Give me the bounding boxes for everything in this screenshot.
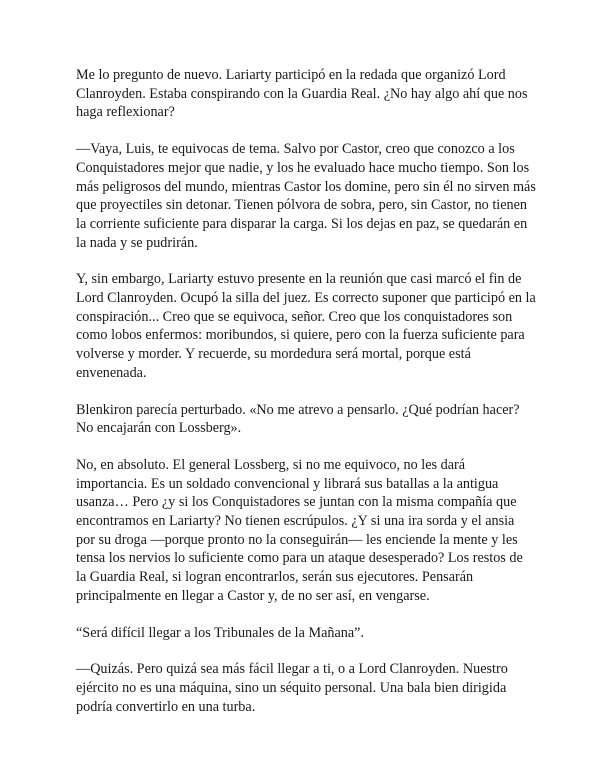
paragraph: Blenkiron parecía perturbado. «No me atrevo a pensarlo. ¿Qué podrían hacer? No encajarán con Lossberg». [76, 401, 520, 437]
paragraph: —Vaya, Luis, te equivocas de tema. Salvo por Castor, creo que conozco a los Conquistadores mejor que nadie, y los he evaluado hace mucho tiempo. Son los más peligrosos del mundo, mientras Castor los domine, pero sin él no sirven más que proyectiles sin detonar. Tienen pólvora de sobra, pero, sin Castor, no tienen la corriente suficiente para disparar la carga. Si los dejas en paz, se quedarán en la nada y se pudrirán. [76, 141, 536, 251]
paragraph: No, en absoluto. El general Lossberg, si no me equivoco, no les dará importancia. Es un soldado convencional y librará sus batallas a la antigua usanza… Pero ¿y si los Conquistadores se juntan con la misma compañía que encontramos en Lariarty? No tienen escrúpulos. ¿Y si una ira sorda y el ansia por su droga —porque pronto no la conseguirán— les enciende la mente y les tensa los nervios lo suficiente como para un ataque desesperado? Los restos de la Guardia Real, si logran encontrarlos, serán sus ejecutores. Pensarán principalmente en llegar a Castor y, de no ser así, en vengarse. [76, 456, 523, 604]
paragraph: —Quizás. Pero quizá sea más fácil llegar a ti, o a Lord Clanroyden. Nuestro ejército no es una máquina, sino un séquito personal. Una bala bien dirigida podría convertirlo en una turba. [76, 661, 508, 715]
paragraph: Me lo pregunto de nuevo. Lariarty participó en la redada que organizó Lord Clanroyden. Estaba conspirando con la Guardia Real. ¿No hay algo ahí que nos haga reflexionar? [76, 67, 528, 121]
paragraph: Y, sin embargo, Lariarty estuvo presente en la reunión que casi marcó el fin de Lord Clanroyden. Ocupó la silla del juez. Es correcto suponer que participó en la conspiración... Creo que se equivoca, señor. Creo que los conquistadores son como lobos enfermos: moribundos, si quiere, pero con la fuerza suficiente para volverse y morder. Y recuerde, su mordedura será mortal, porque está envenenada. [76, 271, 536, 381]
paragraph: “Será difícil llegar a los Tribunales de la Mañana”. [76, 624, 364, 641]
body-text [76, 66, 536, 734]
